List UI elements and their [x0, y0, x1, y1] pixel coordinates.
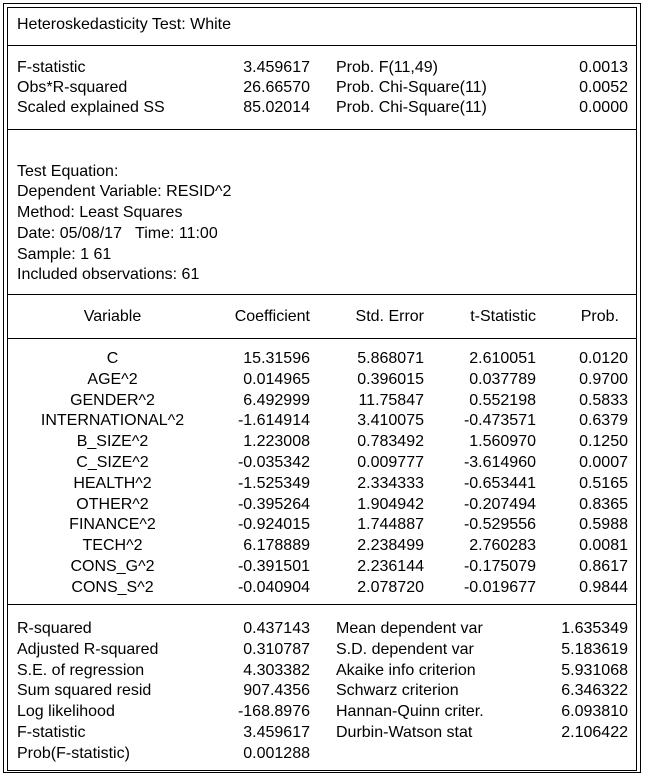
t-statistic-value: -0.175079	[463, 558, 536, 575]
summary-stat-value: -168.8976	[237, 703, 310, 720]
variable-name: TECH^2	[82, 537, 143, 554]
summary-stat-value: 6.093810	[561, 703, 628, 720]
std-error-value: 3.410075	[357, 412, 424, 429]
summary-stat-label: S.E. of regression	[17, 662, 145, 679]
column-header-std-error: Std. Error	[355, 308, 424, 325]
prob-value: 0.9700	[579, 371, 628, 388]
t-statistic-value: 1.560970	[469, 433, 536, 450]
coefficient-value: -0.391501	[237, 558, 310, 575]
divider-equation-info	[7, 294, 637, 295]
prob-value: 0.5988	[579, 516, 628, 533]
coefficient-value: -1.525349	[237, 475, 310, 492]
t-statistic-value: -0.473571	[463, 412, 536, 429]
prob-value: 0.1250	[579, 433, 628, 450]
std-error-value: 0.009777	[357, 454, 424, 471]
std-error-value: 0.783492	[357, 433, 424, 450]
coefficient-value: -0.924015	[237, 516, 310, 533]
coefficient-value: -0.395264	[237, 496, 310, 513]
test-stat-dist: Prob. Chi-Square(11)	[336, 99, 487, 116]
column-header-variable: Variable	[83, 308, 142, 325]
variable-name: CONS_G^2	[70, 558, 155, 575]
t-statistic-value: 2.610051	[469, 350, 536, 367]
variable-name: C_SIZE^2	[76, 454, 149, 471]
coefficient-value: -1.614914	[237, 412, 310, 429]
t-statistic-value: 2.760283	[469, 537, 536, 554]
t-statistic-value: -0.207494	[463, 496, 536, 513]
coefficient-value: -0.035342	[237, 454, 310, 471]
summary-stat-label: F-statistic	[17, 724, 86, 741]
summary-stat-label: Akaike info criterion	[336, 662, 476, 679]
column-header-coefficient: Coefficient	[234, 308, 310, 325]
summary-stat-value: 3.459617	[243, 724, 310, 741]
estimation-method: Method: Least Squares	[17, 204, 183, 221]
t-statistic-value: -0.019677	[463, 579, 536, 596]
summary-stat-value: 0.001288	[243, 745, 310, 762]
summary-stat-label: R-squared	[17, 620, 92, 637]
variable-name: GENDER^2	[70, 392, 155, 409]
divider-coefficients	[7, 604, 637, 605]
summary-stat-label: Log likelihood	[17, 703, 115, 720]
column-header-prob: Prob.	[580, 308, 619, 325]
test-stat-dist: Prob. Chi-Square(11)	[336, 79, 487, 96]
prob-value: 0.8617	[579, 558, 628, 575]
summary-stat-value: 6.346322	[561, 682, 628, 699]
test-stat-value: 85.02014	[243, 99, 310, 116]
t-statistic-value: 0.037789	[469, 371, 536, 388]
test-stat-prob: 0.0052	[579, 79, 628, 96]
estimation-date: Date: 05/08/17 Time: 11:00	[17, 225, 218, 242]
summary-stat-label: Schwarz criterion	[336, 682, 459, 699]
test-stat-value: 26.66570	[243, 79, 310, 96]
prob-value: 0.8365	[579, 496, 628, 513]
sample-range: Sample: 1 61	[17, 246, 112, 263]
std-error-value: 2.236144	[357, 558, 424, 575]
summary-stat-value: 5.183619	[561, 641, 628, 658]
std-error-value: 0.396015	[357, 371, 424, 388]
prob-value: 0.6379	[579, 412, 628, 429]
std-error-value: 5.868071	[357, 350, 424, 367]
divider-title	[7, 45, 637, 46]
coefficient-value: 15.31596	[243, 350, 310, 367]
page-title: Heteroskedasticity Test: White	[17, 16, 232, 33]
summary-stat-value: 0.437143	[243, 620, 310, 637]
std-error-value: 2.238499	[357, 537, 424, 554]
std-error-value: 1.904942	[357, 496, 424, 513]
summary-stat-label: Prob(F-statistic)	[17, 745, 130, 762]
std-error-value: 2.334333	[357, 475, 424, 492]
t-statistic-value: -0.653441	[463, 475, 536, 492]
t-statistic-value: -0.529556	[463, 516, 536, 533]
summary-stat-label: S.D. dependent var	[336, 641, 474, 658]
std-error-value: 1.744887	[357, 516, 424, 533]
variable-name: OTHER^2	[76, 496, 149, 513]
prob-value: 0.5833	[579, 392, 628, 409]
summary-stat-label: Adjusted R-squared	[17, 641, 159, 658]
variable-name: FINANCE^2	[69, 516, 156, 533]
summary-stat-label: Sum squared resid	[17, 682, 152, 699]
test-stat-dist: Prob. F(11,49)	[336, 59, 438, 76]
prob-value: 0.0081	[579, 537, 628, 554]
std-error-value: 2.078720	[357, 579, 424, 596]
test-stat-name: Scaled explained SS	[17, 99, 165, 116]
variable-name: AGE^2	[87, 371, 138, 388]
coefficient-value: 6.178889	[243, 537, 310, 554]
included-observations: Included observations: 61	[17, 266, 200, 283]
dependent-variable: Dependent Variable: RESID^2	[17, 183, 232, 200]
prob-value: 0.5165	[579, 475, 628, 492]
test-stat-prob: 0.0013	[579, 59, 628, 76]
summary-stat-value: 1.635349	[561, 620, 628, 637]
test-stat-prob: 0.0000	[579, 99, 628, 116]
variable-name: B_SIZE^2	[76, 433, 149, 450]
divider-tests	[7, 129, 637, 130]
summary-stat-value: 5.931068	[561, 662, 628, 679]
summary-stat-value: 907.4356	[243, 682, 310, 699]
prob-value: 0.0120	[579, 350, 628, 367]
variable-name: INTERNATIONAL^2	[40, 412, 185, 429]
coefficient-value: 1.223008	[243, 433, 310, 450]
summary-stat-value: 2.106422	[561, 724, 628, 741]
t-statistic-value: -3.614960	[463, 454, 536, 471]
t-statistic-value: 0.552198	[469, 392, 536, 409]
test-stat-value: 3.459617	[243, 59, 310, 76]
variable-name: HEALTH^2	[73, 475, 152, 492]
column-header-t-statistic: t-Statistic	[470, 308, 536, 325]
coefficient-value: 0.014965	[243, 371, 310, 388]
variable-name: C	[106, 350, 119, 367]
variable-name: CONS_S^2	[71, 579, 154, 596]
summary-stat-value: 4.303382	[243, 662, 310, 679]
coefficient-value: 6.492999	[243, 392, 310, 409]
test-stat-name: F-statistic	[17, 59, 86, 76]
summary-stat-label: Durbin-Watson stat	[336, 724, 473, 741]
summary-stat-value: 0.310787	[243, 641, 310, 658]
summary-stat-label: Hannan-Quinn criter.	[336, 703, 484, 720]
std-error-value: 11.75847	[358, 392, 424, 409]
coefficient-value: -0.040904	[237, 579, 310, 596]
equation-heading: Test Equation:	[17, 163, 119, 180]
test-stat-name: Obs*R-squared	[17, 79, 128, 96]
prob-value: 0.0007	[579, 454, 628, 471]
prob-value: 0.9844	[579, 579, 628, 596]
summary-stat-label: Mean dependent var	[336, 620, 483, 637]
divider-column-headers	[7, 338, 637, 339]
